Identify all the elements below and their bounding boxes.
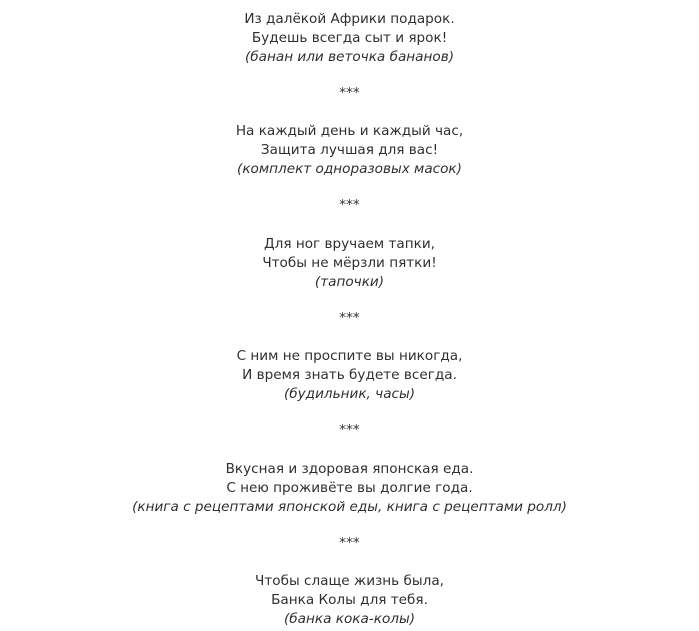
separator: *** xyxy=(339,197,360,213)
separator: *** xyxy=(339,85,360,101)
verse-cookbook xyxy=(0,460,699,517)
verse-line: Из далёкой Африки подарок. xyxy=(244,11,455,27)
verse-line: Чтобы не мёрзли пятки! xyxy=(262,255,437,271)
verse-line: Вкусная и здоровая японская еда. xyxy=(225,461,474,477)
verse-line: С ним не проспите вы никогда, xyxy=(236,348,463,364)
verse-line: Защита лучшая для вас! xyxy=(260,142,439,158)
verse-line: Чтобы слаще жизнь была, xyxy=(255,573,444,589)
gift-hint: (комплект одноразовых масок) xyxy=(237,161,462,177)
verse-alarm-clock xyxy=(0,347,699,404)
verse-line: С нею проживёте вы долгие года. xyxy=(226,480,473,496)
separator: *** xyxy=(339,310,360,326)
verse-line: И время знать будете всегда. xyxy=(242,367,457,383)
separator: *** xyxy=(339,422,360,438)
gift-hint: (книга с рецептами японской еды, книга с рецептами ролл) xyxy=(132,499,567,515)
verse-masks xyxy=(0,122,699,179)
gift-hint: (банка кока-колы) xyxy=(284,611,415,627)
gift-hint: (банан или веточка бананов) xyxy=(244,49,455,65)
gift-hint: (будильник, часы) xyxy=(283,386,416,402)
verse-slippers xyxy=(0,235,699,292)
verse-banana xyxy=(0,10,699,67)
verse-line: Банка Колы для тебя. xyxy=(271,592,428,608)
separator: *** xyxy=(339,535,360,551)
verse-line: На каждый день и каждый час, xyxy=(235,123,464,139)
verse-line: Для ног вручаем тапки, xyxy=(264,236,435,252)
verse-line: Будешь всегда сыт и ярок! xyxy=(251,30,448,46)
verse-cola xyxy=(0,572,699,629)
gift-hint: (тапочки) xyxy=(314,274,385,290)
